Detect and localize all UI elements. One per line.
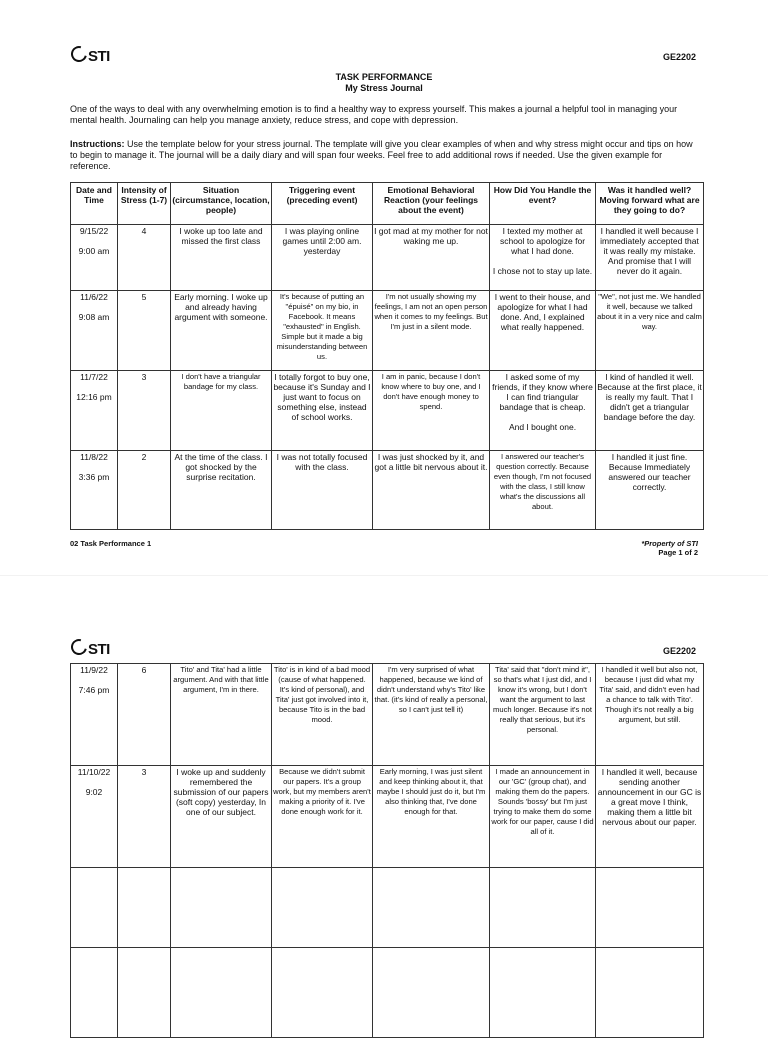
situation-cell: I don't have a triangular bandage for my class. [171,371,272,451]
empty-cell [490,868,596,948]
page-title: TASK PERFORMANCE [335,72,433,82]
trigger-cell: Tito' is in kind of a bad mood (cause of what happened. It's kind of personal), and Tita' just got involved into it, because Tito is in the bad mood. [272,664,373,766]
reaction-cell: I got mad at my mother for not waking me up. [373,225,490,291]
reaction-cell: I'm not usually showing my feelings, I am not an open person when it comes to my feelings. But I'm just in a silent mode. [373,291,490,371]
trigger-cell: It's because of putting an "épuisé" on my bio, in Facebook. It means "exhausted" in English. Simple but it made a big misunderstanding between us. [272,291,373,371]
col-header-intensity: Intensity of Stress (1-7) [118,183,171,225]
page-subtitle: My Stress Journal [345,83,423,93]
handle-cell: Tita' said that "don't mind it", so that's what I just did, and I know it's wrong, but I don't want the argument to last much longer. Because it's not really that serious, but it's personal. [490,664,596,766]
journal-table-continued [70,663,704,1038]
handle-cell: I asked some of my friends, if they know where I can find triangular bandage that is cheap. And I bought one. [490,371,596,451]
empty-cell [490,948,596,1038]
situation-cell: Early morning. I woke up and already having argument with someone. [171,291,272,371]
handle-cell: I went to their house, and apologize for what I had done. And, I explained what really happened. [490,291,596,371]
trigger-cell: I was playing online games until 2:00 am. yesterday [272,225,373,291]
table-row [71,766,704,868]
course-code: GE2202 [662,52,696,62]
date-cell: 11/10/22 9:02 [71,766,118,868]
col-header-reaction: Emotional Behavioral Reaction (your feelings about the event) [373,183,490,225]
date-cell: 9/15/22 9:00 am [71,225,118,291]
instructions-text: Use the template below for your stress journal. The template will give you clear examples of when and why stress might occur and tips on how to begin to manage it. The journal will be a daily diary and will span four weeks. Feel free to add additional rows if needed. Use the given example for reference. [70,139,693,171]
journal-table [70,182,704,530]
col-header-handled-well: Was it handled well? Moving forward what are they going to do? [596,183,704,225]
empty-cell [373,868,490,948]
col-header-trigger: Triggering event (preceding event) [272,183,373,225]
situation-cell: Tito' and Tita' had a little argument. And with that little argument, I'm in there. [171,664,272,766]
handled-well-cell: I handled it well, because sending another announcement in our GC is a great move I think, making them a little bit nervous about our paper. [596,766,704,868]
intensity-cell: 2 [118,451,171,530]
sti-swirl-icon [68,43,90,65]
date-cell: 11/7/22 12:16 pm [71,371,118,451]
situation-cell: At the time of the class. I got shocked by the surprise recitation. [171,451,272,530]
handled-well-cell: I handled it well because I immediately accepted that it was really my mistake. And promise that I will never do it again. [596,225,704,291]
table-row [71,371,704,451]
intensity-cell: 3 [118,371,171,451]
col-header-date: Date and Time [71,183,118,225]
sti-logo: STI [71,639,110,658]
empty-cell [596,948,704,1038]
handled-well-cell: I handled it just fine. Because Immediately answered our teacher correctly. [596,451,704,530]
table-header-row [71,183,704,225]
handle-cell: I made an announcement in our 'GC' (group chat), and making them do the papers. Sounds 'bossy' but I'm just trying to make them do some work for our paper, cause I did all of it. [490,766,596,868]
empty-cell [596,868,704,948]
table-row [71,291,704,371]
instructions-paragraph [70,139,702,172]
empty-row [71,948,704,1038]
reaction-cell: I was just shocked by it, and got a little bit nervous about it. [373,451,490,530]
sti-swirl-icon [68,636,90,658]
reaction-cell: I'm very surprised of what happened, because we kind of didn't understand why's Tito' like that. (it's kind of really a personal, so I can't just tell it) [373,664,490,766]
handled-well-cell: I handled it well but also not, because I just did what my Tita' said, and didn't even had a chance to talk with Tito'. Though it's not really a big argument, but still. [596,664,704,766]
course-code: GE2202 [662,646,696,656]
situation-cell: I woke up too late and missed the first class [171,225,272,291]
footer-doc-name: 02 Task Performance 1 [70,539,152,548]
col-header-handle: How Did You Handle the event? [490,183,596,225]
handle-cell: I answered our teacher's question correctly. Because even though, I'm not focused with the class, I still know what's the discussions all about. [490,451,596,530]
empty-cell [272,948,373,1038]
intensity-cell: 6 [118,664,171,766]
handled-well-cell: "We", not just me. We handled it well, because we talked about it in a very nice and calm way. [596,291,704,371]
empty-cell [272,868,373,948]
instructions-label: Instructions: [70,139,125,149]
table-row [71,451,704,530]
empty-cell [118,948,171,1038]
empty-cell [118,868,171,948]
empty-cell [171,948,272,1038]
empty-cell [171,868,272,948]
intensity-cell: 5 [118,291,171,371]
footer-property: *Property of STI [641,539,698,548]
trigger-cell: Because we didn't submit our papers. It's a group work, but my members aren't making a priority of it. I've done enough work for it. [272,766,373,868]
intensity-cell: 4 [118,225,171,291]
col-header-situation: Situation (circumstance, location, people) [171,183,272,225]
situation-cell: I woke up and suddenly remembered the submission of our papers (soft copy) yesterday, In one of our subject. [171,766,272,868]
date-cell: 11/8/22 3:36 pm [71,451,118,530]
empty-cell [71,948,118,1038]
empty-cell [373,948,490,1038]
footer-page-number: Page 1 of 2 [658,548,698,557]
handled-well-cell: I kind of handled it well. Because at the first place, it is really my fault. That I didn't get a triangular bandage before the day. [596,371,704,451]
sti-logo: STI [71,46,110,65]
footer-meta [641,539,698,557]
table-row [71,225,704,291]
empty-row [71,868,704,948]
date-cell: 11/6/22 9:08 am [71,291,118,371]
date-cell: 11/9/22 7:46 pm [71,664,118,766]
intensity-cell: 3 [118,766,171,868]
table-row [71,664,704,766]
empty-cell [71,868,118,948]
page-2 [0,575,768,1024]
trigger-cell: I totally forgot to buy one, because it's Sunday and I just want to focus on something else, instead of school works. [272,371,373,451]
reaction-cell: Early morning, I was just silent and keep thinking about it, that maybe I should just do it, but I'm also thinking that, I've done enough for that. [373,766,490,868]
intro-paragraph: One of the ways to deal with any overwhelming emotion is to find a healthy way to express yourself. This makes a journal a helpful tool in managing your mental health. Journaling can help you manage anxiety, reduce stress, and cope with depression. [70,104,678,125]
reaction-cell: I am in panic, because I don't know where to buy one, and I don't have enough money to spend. [373,371,490,451]
handle-cell: I texted my mother at school to apologize for what I had done. I chose not to stay up late. [490,225,596,291]
trigger-cell: I was not totally focused with the class. [272,451,373,530]
